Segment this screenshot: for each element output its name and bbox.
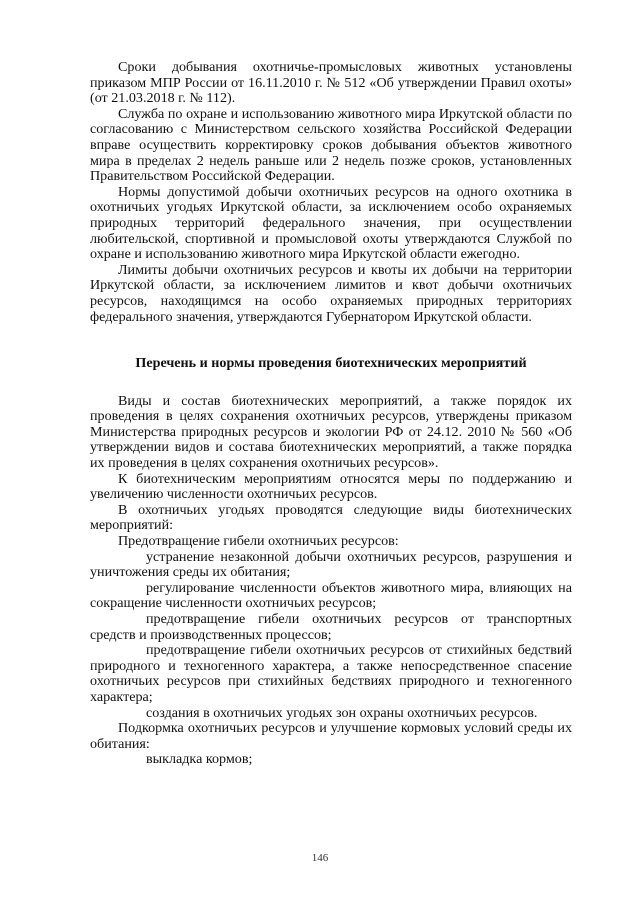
paragraph-hunting-dates: Сроки добывания охотничье-промысловых животных установлены приказом МПР России от 16.11.2010 г. № 512 «Об утверждении Правил охоты» (от 21.03.2018 г. № 112). bbox=[90, 59, 572, 107]
list-item: выкладка кормов; bbox=[146, 751, 253, 768]
paragraph-biotech-types: Виды и состав биотехнических мероприятий, а также порядок их проведения в целях сохранения охотничьих ресурсов, утверждены приказом Министерства природных ресурсов и экологии РФ от 24.12. 2010 № 560 «Об утверждении видов и состава биотехнических мероприятий, а также порядка их проведения в целях сохранения охотничьих ресурсов». bbox=[90, 392, 572, 472]
list-item: регулирование численности объектов животного мира, влияющих на сокращение численности охотничьих ресурсов; bbox=[90, 579, 572, 612]
section-heading: Перечень и нормы проведения биотехнических мероприятий bbox=[135, 355, 527, 372]
page-number: 146 bbox=[311, 852, 329, 864]
paragraph-harvest-norms: Нормы допустимой добычи охотничьих ресурсов на одного охотника в охотничьих угодьях Иркутской области, за исключением особо охраняемых природных территорий федерального значения, при осуществлении любительской, спортивной и промысловой охоты утверждаются Службой по охране и использованию животного мира Иркутской области ежегодно. bbox=[90, 183, 572, 263]
paragraph-biotech-definition: К биотехническим мероприятиям относятся меры по поддержанию и увеличению численности охотничьих ресурсов. bbox=[90, 470, 572, 503]
paragraph-date-adjustment: Служба по охране и использованию животного мира Иркутской области по согласованию с Министерством сельского хозяйства Российской Федерации вправе осуществить корректировку сроков добывания объектов животного мира в пределах 2 недель раньше или 2 недель позже сроков, установленных Правительством Российской Федерации. bbox=[90, 105, 572, 185]
list-item: предотвращение гибели охотничьих ресурсов от стихийных бедствий природного и техногенного характера, а также непосредственное спасение охотничьих ресурсов при стихийных бедствиях природного и техногенного характера; bbox=[90, 642, 572, 705]
list-item: предотвращение гибели охотничьих ресурсов от транспортных средств и производственных процессов; bbox=[90, 611, 572, 643]
list-item: создания в охотничьих угодьях зон охраны охотничьих ресурсов. bbox=[146, 704, 538, 721]
paragraph-harvest-limits: Лимиты добычи охотничьих ресурсов и квоты их добычи на территории Иркутской области, за исключением лимитов и квот добычи охотничьих ресурсов, находящимся на особо охраняемых природных территориях федерального значения, утверждаются Губернатором Иркутской области. bbox=[90, 261, 572, 325]
document-page bbox=[90, 60, 572, 768]
paragraph-prevention-heading: Предотвращение гибели охотничьих ресурсов: bbox=[118, 533, 399, 550]
list-item: устранение незаконной добычи охотничьих ресурсов, разрушения и уничтожения среды их обитания; bbox=[90, 548, 572, 581]
paragraph-feeding: Подкормка охотничьих ресурсов и улучшение кормовых условий среды их обитания: bbox=[90, 720, 572, 752]
paragraph-biotech-kinds: В охотничьих угодьях проводятся следующие виды биотехнических мероприятий: bbox=[90, 501, 572, 534]
